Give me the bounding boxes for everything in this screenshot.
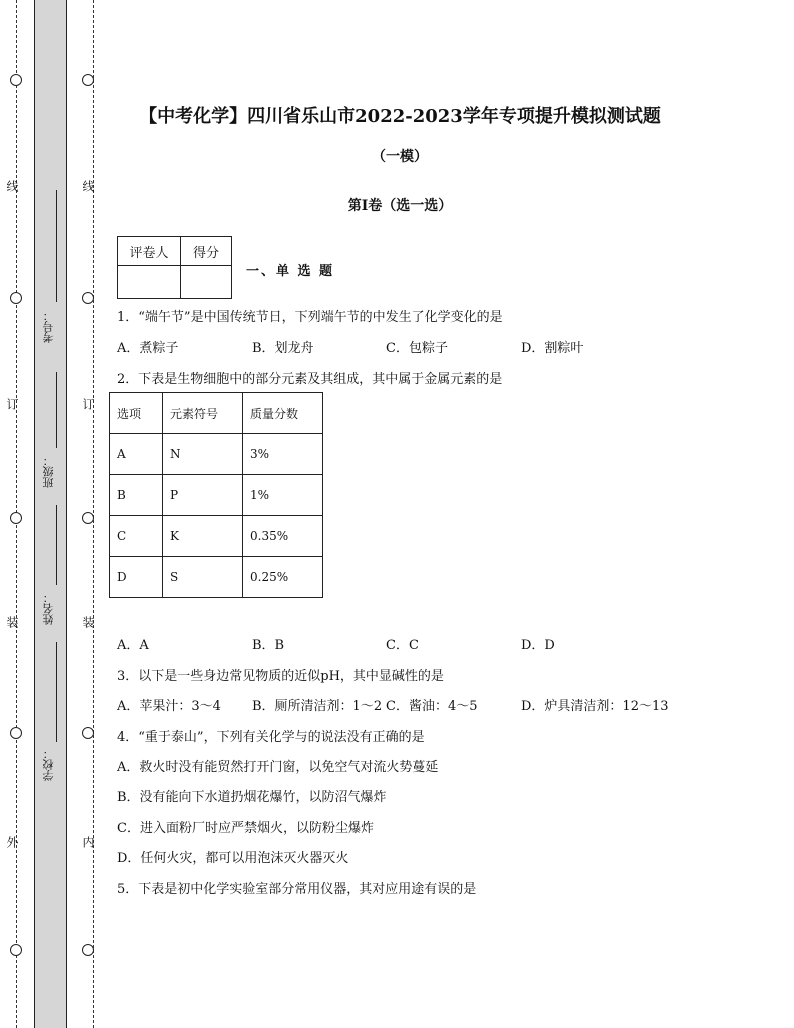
table-header: 选项 (110, 393, 163, 434)
inner-mark-xian: 线 (81, 180, 95, 192)
table-cell: 0.25% (243, 557, 323, 598)
table-cell: S (163, 557, 243, 598)
question-3-stem: 3．以下是一些身边常见物质的近似pH，其中显碱性的是 (117, 669, 444, 684)
question-3-option-c: C．酱油：4～5 (386, 699, 478, 714)
binding-hole (10, 727, 22, 739)
question-2-stem: 2．下表是生物细胞中的部分元素及其组成，其中属于金属元素的是 (117, 372, 503, 387)
school-blank (56, 642, 57, 742)
table-cell: C (110, 516, 163, 557)
outer-mark-wai: 外 (5, 836, 19, 848)
question-3-option-b: B．厕所清洁剂：1～2 (252, 699, 383, 714)
outer-mark-xian: 线 (5, 180, 19, 192)
question-4-option-a: A．救火时没有能贸然打开门窗，以免空气对流火势蔓延 (117, 760, 439, 775)
question-5-stem: 5．下表是初中化学实验室部分常用仪器，其对应用途有误的是 (117, 882, 477, 897)
inner-mark-zhuang: 装 (81, 616, 95, 628)
score-cell[interactable] (181, 266, 232, 299)
table-cell: A (110, 434, 163, 475)
binding-hole (82, 512, 94, 524)
section-heading: 一、单 选 题 (246, 264, 335, 279)
question-4-option-c: C．进入面粉厂时应严禁烟火，以防粉尘爆炸 (117, 821, 374, 836)
question-2-option-d: D．D (521, 638, 555, 653)
table-cell: D (110, 557, 163, 598)
score-header: 得分 (181, 237, 232, 266)
binding-hole (82, 944, 94, 956)
question-1-option-c: C．包粽子 (386, 341, 448, 356)
question-1-option-a: A．煮粽子 (117, 341, 179, 356)
table-header: 质量分数 (243, 393, 323, 434)
table-cell: P (163, 475, 243, 516)
school-label: 学校： (42, 748, 55, 781)
class-label: 班级： (42, 455, 55, 488)
table-cell: 0.35% (243, 516, 323, 557)
question-1-stem: 1．“端午节”是中国传统节日，下列端午节的中发生了化学变化的是 (117, 310, 503, 325)
table-header: 元素符号 (163, 393, 243, 434)
reviewer-cell[interactable] (118, 266, 181, 299)
table-cell: N (163, 434, 243, 475)
name-label: 姓名： (42, 592, 55, 625)
inner-mark-nei: 内 (81, 836, 95, 848)
binding-hole (82, 727, 94, 739)
table-row (110, 516, 323, 557)
table-cell: B (110, 475, 163, 516)
table-row (110, 475, 323, 516)
binding-hole (10, 512, 22, 524)
outer-mark-ding: 订 (5, 398, 19, 410)
exam-number-label: 考号： (42, 310, 55, 343)
volume-heading: 第I卷（选一选） (347, 198, 453, 214)
table-header-row (110, 393, 323, 434)
question-2-option-c: C．C (386, 638, 419, 653)
question-2-option-b: B．B (252, 638, 285, 653)
question-4-option-b: B．没有能向下水道扔烟花爆竹，以防沼气爆炸 (117, 790, 387, 805)
exam-number-blank (56, 190, 57, 302)
question-3-option-a: A．苹果汁：3～4 (117, 699, 221, 714)
binding-hole (10, 944, 22, 956)
class-blank (56, 372, 57, 448)
outer-mark-zhuang: 装 (5, 616, 19, 628)
question-3-option-d: D．炉具清洁剂：12～13 (521, 699, 669, 714)
binding-hole (10, 292, 22, 304)
paper-title: 【中考化学】四川省乐山市2022-2023学年专项提升模拟测试题 (139, 106, 661, 127)
table-cell: K (163, 516, 243, 557)
score-box (117, 236, 232, 299)
inner-mark-ding: 订 (81, 398, 95, 410)
question-4-option-d: D．任何火灾，都可以用泡沫灭火器灭火 (117, 851, 349, 866)
question-1-option-b: B．划龙舟 (252, 341, 314, 356)
table-cell: 1% (243, 475, 323, 516)
table-cell: 3% (243, 434, 323, 475)
paper-subtitle: （一模） (372, 149, 428, 165)
question-4-stem: 4．“重于泰山”，下列有关化学与的说法没有正确的是 (117, 730, 425, 745)
binding-hole (82, 74, 94, 86)
reviewer-header: 评卷人 (118, 237, 181, 266)
binding-hole (10, 74, 22, 86)
question-2-option-a: A．A (117, 638, 149, 653)
name-blank (56, 505, 57, 585)
binding-hole (82, 292, 94, 304)
table-row (110, 557, 323, 598)
question-1-option-d: D．割粽叶 (521, 341, 584, 356)
table-row (110, 434, 323, 475)
binding-strip (34, 0, 67, 1028)
element-table (109, 392, 323, 598)
